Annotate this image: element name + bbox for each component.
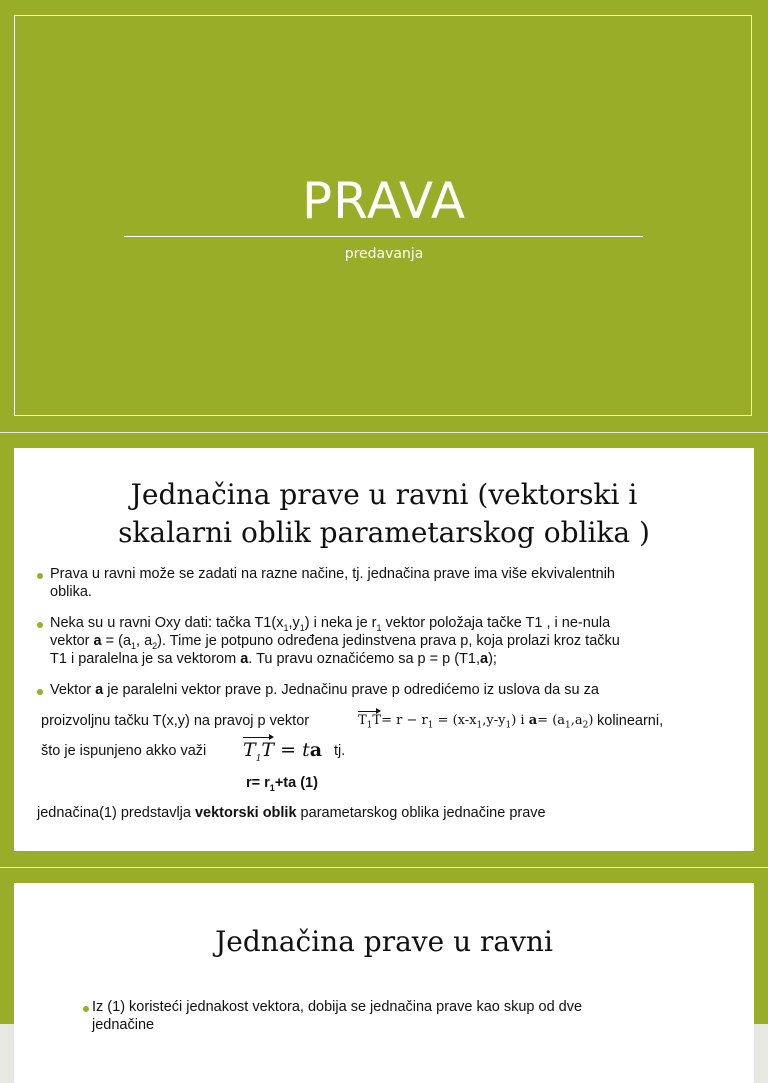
- slide-heading-line1: Jednačina prave u ravni (vektorski i: [130, 478, 638, 511]
- slide-subtitle: predavanja: [344, 246, 424, 262]
- slide-heading: Jednačina prave u ravni: [215, 925, 553, 958]
- formula-collinear-vectors: $T_1T= r - r_1 = (x-x_1,y-y_1)$ i $a= (a_1,a_2)$: [358, 713, 594, 731]
- bullet1-line2: jednačine: [92, 1017, 155, 1033]
- slide-heading-line2: skalarni oblik parametarskog oblika ): [118, 516, 650, 549]
- title-slide: [0, 0, 768, 432]
- bullet-dot: [37, 573, 43, 579]
- bullet2-line1: Neka su u ravni Oxy dati: tačka $T1(x_1,y_1)$ i neka je $r_1$ vektor položaja tačke T1 , i ne-nula: [50, 615, 611, 633]
- slide-title: PRAVA: [301, 172, 467, 230]
- vector-form-slide: [0, 433, 768, 867]
- bullet-dot: [37, 622, 43, 628]
- bullet-dot: [37, 689, 43, 695]
- text-sto-je: što je ispunjeno akko važi: [41, 743, 207, 759]
- bullet-dot: [83, 1006, 89, 1012]
- text-vector-form-note: jednačina(1) predstavlja vektorski oblik parametarskog oblika jednačine prave: [37, 805, 546, 821]
- line-equation-slide: [0, 868, 768, 1033]
- slide-content-panel: [14, 883, 754, 1083]
- bullet1-line1: Prava u ravni može se zadati na razne načine, tj. jednačina prave ima više ekvivalentnih: [50, 566, 615, 582]
- formula-t1t-equals-ta: $T_1T$ = ta: [243, 739, 323, 764]
- slide-content-panel: [14, 448, 754, 851]
- equation-1: $r= r_1+ta$ (1): [246, 775, 318, 793]
- bullet1-line2: oblika.: [50, 584, 92, 600]
- bullet2-line3: T1 i paralelna je sa vektorom a. Tu pravu označićemo sa p = p (T1,a);: [50, 651, 497, 667]
- bullet1-line1: Iz (1) koristeći jednakost vektora, dobija se jednačina prave kao skup od dve: [92, 999, 583, 1015]
- text-proizvoljnu: proizvoljnu tačku T(x,y) na pravoj p vektor: [41, 713, 310, 729]
- bullet2-line2: vektor $a = (a_1$, $a_2$). Time je potpuno određena jedinstvena prava p, koja prolazi kroz tačku: [50, 633, 620, 651]
- bullet3-line1: Vektor a je paralelni vektor prave p. Jednačinu prave p odredićemo iz uslova da su za: [50, 682, 599, 698]
- title-divider: [124, 236, 643, 237]
- text-tj: tj.: [334, 743, 346, 759]
- text-kolinearni: kolinearni,: [597, 713, 664, 729]
